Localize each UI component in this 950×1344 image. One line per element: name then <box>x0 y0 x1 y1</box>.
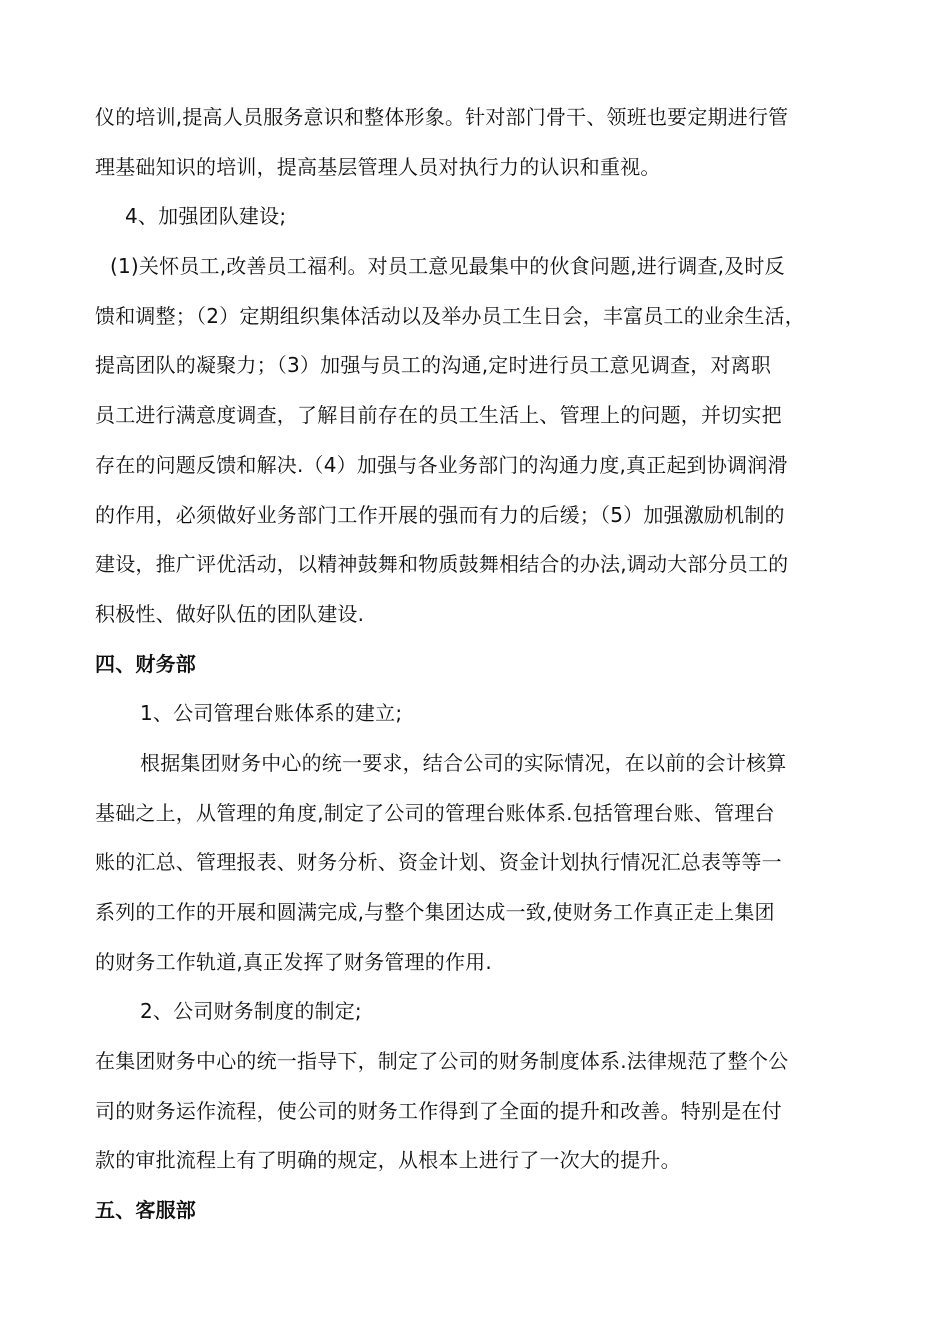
text-line: 司的财务运作流程，使公司的财务工作得到了全面的提升和改善。特别是在付 <box>95 1098 782 1123</box>
text-line: 在集团财务中心的统一指导下，制定了公司的财务制度体系.法律规范了整个公 <box>95 1049 789 1074</box>
text-line: 的作用，必须做好业务部门工作开展的强而有力的后缓；（5）加强激励机制的 <box>95 502 785 527</box>
text-line: 的财务工作轨道,真正发挥了财务管理的作用. <box>95 949 492 974</box>
item-heading: 1、公司管理台账体系的建立; <box>140 701 403 726</box>
text-line: 款的审批流程上有了明确的规定，从根本上进行了一次大的提升。 <box>95 1148 681 1173</box>
text-line: 提高团队的凝聚力；（3）加强与员工的沟通,定时进行员工意见调查，对离职 <box>95 353 772 378</box>
section-heading: 四、财务部 <box>95 651 196 676</box>
text-line: 员工进行满意度调查，了解目前存在的员工生活上、管理上的问题，并切实把 <box>95 403 782 428</box>
text-line: 基础之上，从管理的角度,制定了公司的管理台账体系.包括管理台账、管理台 <box>95 800 775 825</box>
text-line: 根据集团财务中心的统一要求，结合公司的实际情况，在以前的会计核算 <box>140 750 787 775</box>
text-line: 账的汇总、管理报表、财务分析、资金计划、资金计划执行情况汇总表等等一 <box>95 850 782 875</box>
text-line: 建设，推广评优活动，以精神鼓舞和物质鼓舞相结合的办法,调动大部分员工的 <box>95 552 789 577</box>
section-heading: 五、客服部 <box>95 1198 196 1223</box>
item-heading: 2、公司财务制度的制定; <box>140 999 362 1024</box>
text-line: 系列的工作的开展和圆满完成,与整个集团达成一致,使财务工作真正走上集团 <box>95 900 775 924</box>
text-line: 积极性、做好队伍的团队建设. <box>95 601 365 626</box>
item-heading: 4、加强团队建设; <box>125 204 287 229</box>
text-line: 存在的问题反馈和解决.（4）加强与各业务部门的沟通力度,真正起到协调润滑 <box>95 452 788 477</box>
text-line: 理基础知识的培训，提高基层管理人员对执行力的认识和重视。 <box>95 154 661 179</box>
text-line: (1)关怀员工,改善员工福利。对员工意见最集中的伙食问题,进行调查,及时反 <box>110 254 785 279</box>
text-line: 仪的培训,提高人员服务意识和整体形象。针对部门骨干、领班也要定期进行管 <box>95 105 789 129</box>
text-line: 馈和调整；（2）定期组织集体活动以及举办员工生日会，丰富员工的业余生活， <box>95 303 805 328</box>
document-page <box>95 93 875 1236</box>
